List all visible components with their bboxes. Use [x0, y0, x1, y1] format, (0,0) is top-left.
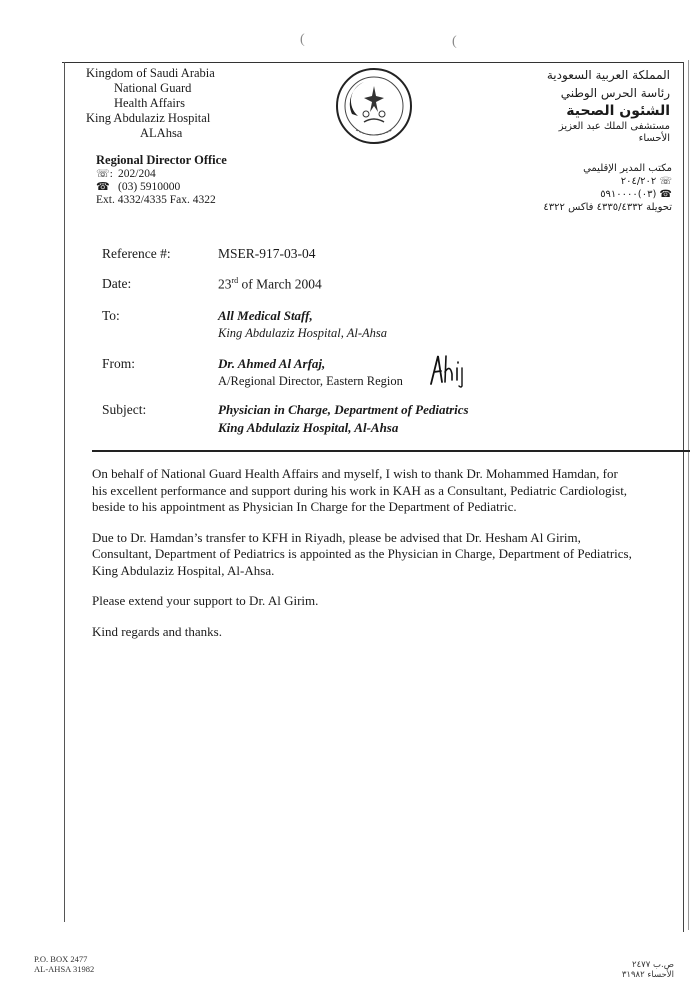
letterhead-ar-office: مكتب المدير الإقليمي [583, 163, 672, 174]
letterhead-city: ALAhsa [140, 126, 183, 140]
body-paragraph-4: Kind regards and thanks. [92, 623, 222, 639]
letterhead-hospital: King Abdulaziz Hospital [86, 111, 211, 125]
body-paragraph-2: Due to Dr. Hamdan’s transfer to KFH in Riyadh, please be advised that Dr. Hesham Al Girim, Consultant, Department of Pediatrics is appointed as the Physician in Charge, Department of Pediatrics, King Abdulaziz Hospital, Al-Ahsa. [92, 529, 632, 578]
date-month-year: of March 2004 [238, 276, 322, 292]
header-divider [92, 450, 690, 452]
from-label: From: [102, 356, 136, 371]
letterhead-left [86, 66, 286, 141]
letterhead-ar-city: الأحساء [638, 133, 670, 144]
hospital-seal-emblem [334, 66, 414, 146]
reference-label: Reference #: [102, 246, 171, 261]
office-contact [96, 168, 216, 207]
letter-body [92, 466, 636, 654]
date-value [218, 276, 322, 293]
telephone-icon: ☎ [656, 189, 672, 200]
frame-right-line [683, 62, 684, 932]
reference-value: MSER-917-03-04 [218, 246, 316, 261]
telephone-icon: ☎ [96, 181, 110, 193]
date-day: 23 [218, 276, 232, 292]
frame-right-line-outer [688, 60, 689, 930]
letterhead-right-arabic [480, 66, 670, 145]
from-line2: A/Regional Director, Eastern Region [218, 374, 403, 388]
letterhead-ar-country: المملكة العربية السعودية [546, 68, 670, 82]
scan-artifact-mark: ( [300, 32, 305, 47]
letterhead-ar-ext-fax: تحويلة ٤٣٣٥/٤٣٣٢ فاكس ٤٣٢٢ [543, 202, 672, 213]
letterhead-org: National Guard [114, 81, 192, 95]
footer-pobox: P.O. BOX 2477 [34, 954, 88, 964]
letterhead-ar-hospital: مستشفى الملك عبد العزيز [558, 121, 670, 132]
office-ext-fax: Ext. 4332/4335 Fax. 4322 [96, 194, 216, 206]
from-line1: Dr. Ahmed Al Arfaj, [218, 356, 326, 371]
to-line1: All Medical Staff, [218, 308, 313, 323]
subject-label: Subject: [102, 402, 147, 417]
scan-artifact-mark: ( [452, 34, 457, 49]
office-contact-arabic [472, 162, 672, 214]
footer-ar-pobox: ص.ب ٢٤٧٧ [632, 960, 674, 970]
date-ordinal: rd [231, 276, 239, 285]
subject-line1: Physician in Charge, Department of Pediatrics [218, 402, 469, 417]
handwritten-signature [428, 352, 468, 388]
to-line2: King Abdulaziz Hospital, Al-Ahsa [218, 326, 388, 340]
office-title: Regional Director Office [96, 153, 227, 167]
letterhead-ar-dept: الشئون الصحية [566, 103, 670, 119]
footer-address [34, 954, 94, 974]
letterhead-ar-org: رئاسة الحرس الوطني [560, 86, 670, 100]
body-paragraph-1: On behalf of National Guard Health Affairs and myself, I wish to thank Dr. Mohammed Hamdan, for his excellent performance and support during his work in KAH as a Consultant, Pediatric Cardiologist, beside to his appointment as Physician In Charge for the Department of Pediatric. [92, 466, 628, 514]
phone-ext-icon: ☏ [656, 176, 672, 187]
to-label: To: [102, 308, 120, 323]
letterhead-country: Kingdom of Saudi Arabia [86, 66, 215, 80]
subject-line2: King Abdulaziz Hospital, Al-Ahsa [218, 420, 399, 435]
frame-top-line [62, 62, 684, 63]
office-phone: (03) 5910000 [118, 181, 181, 193]
letterhead-ar-ext-line: ٢٠٤/٢٠٢ [620, 176, 657, 187]
footer-address-arabic [622, 960, 674, 980]
body-paragraph-3: Please extend your support to Dr. Al Girim. [92, 593, 319, 608]
frame-left-line [64, 62, 65, 922]
letterhead-dept: Health Affairs [114, 96, 185, 110]
date-label: Date: [102, 276, 132, 291]
phone-ext-icon: ☏: [96, 168, 113, 180]
letterhead-ar-phone: (٠٣)٥٩١٠٠٠٠ [600, 189, 657, 200]
office-ext-line: 202/204 [118, 168, 156, 180]
footer-ar-city: الأحساء ٣١٩٨٢ [621, 970, 674, 980]
footer-city: AL-AHSA 31982 [34, 964, 95, 974]
